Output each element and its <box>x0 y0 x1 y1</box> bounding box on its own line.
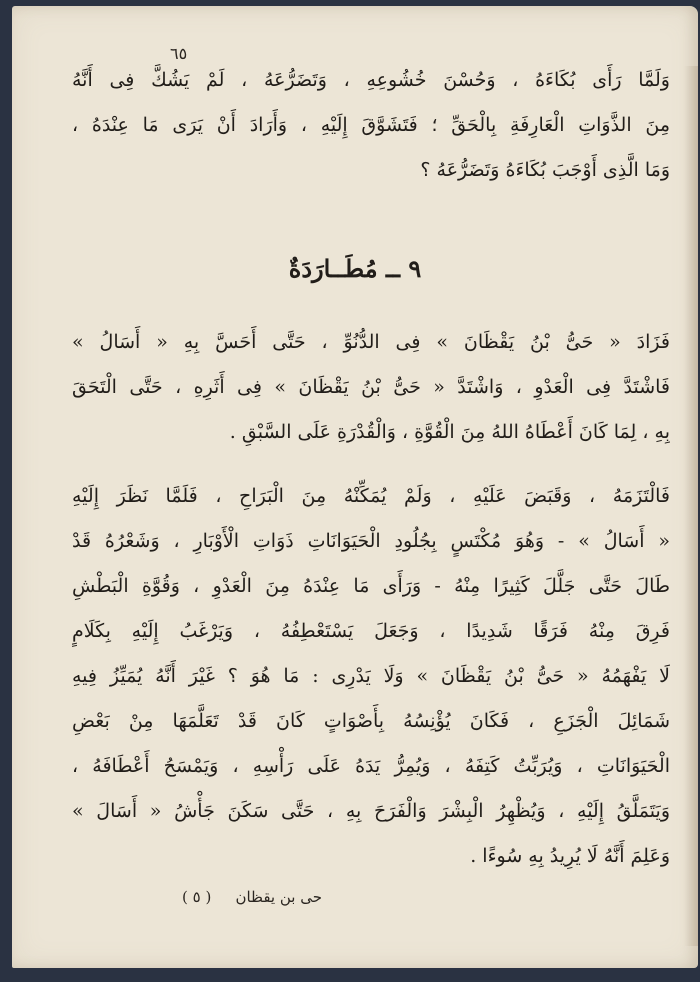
text-line: وَمَا الَّذِى أَوْجَبَ بُكَاءَهُ وَتَضَرُّعَهُ ؟ <box>420 159 670 181</box>
page-number: ٦٥ <box>170 44 188 63</box>
text-line: فَاشْتَدَّ فِى الْعَدْوِ ، وَاشْتَدَّ « حَىُّ بْنُ يَقْظَانَ » فِى أَثَرِهِ ، حَتَّى الْتَحَقَ <box>72 376 670 398</box>
text-line: وَلَمَّا رَأَى بُكَاءَهُ ، وَحُسْنَ خُشُوعِهِ ، وَتَضَرُّعَهُ ، لَمْ يَشُكَّ فِى أَنَّهُ <box>72 69 670 91</box>
paragraph-1 <box>72 58 670 193</box>
text-line: بِهِ ، لِمَا كَانَ أَعْطَاهُ اللهُ مِنَ الْقُوَّةِ ، وَالْقُدْرَةِ عَلَى السَّبْقِ . <box>229 421 670 443</box>
text-line: طَالَ حَتَّى جَلَّلَ كَثِيرًا مِنْهُ - وَرَأَى مَا عِنْدَهُ مِنَ الْعَدْوِ ، وَقُوَّةِ الْبَطْشِ <box>72 575 670 597</box>
text-line: مِنَ الذَّوَاتِ الْعَارِفَةِ بِالْحَقِّ ؛ فَتَشَوَّقَ إِلَيْهِ ، وَأَرَادَ أَنْ يَرَى مَا عِنْدَهُ ، <box>72 114 670 136</box>
text-line: فَرِقَ مِنْهُ فَرَقًا شَدِيدًا ، وَجَعَلَ يَسْتَعْطِفُهُ ، وَيَرْغَبُ إِلَيْهِ بِكَلَامٍ <box>72 620 670 642</box>
text-line: فَزَادَ « حَىُّ بْنُ يَقْظَانَ » فِى الدُّنُوِّ ، حَتَّى أَحَسَّ بِهِ « أَسَالُ » <box>72 331 670 353</box>
section-heading: ٩ ــ مُطَــارَدَةٌ <box>288 254 422 283</box>
text-line: « أَسَالُ » - وَهُوَ مُكْتَسٍ بِجُلُودِ الْحَيَوَانَاتِ ذَوَاتِ الْأَوْبَارِ ، وَشَعْرُهُ قَدْ <box>72 530 670 552</box>
paragraph-3 <box>72 474 670 879</box>
book-page <box>12 6 698 968</box>
text-line: وَعَلِمَ أَنَّهُ لَا يُرِيدُ بِهِ سُوءًا . <box>470 845 670 867</box>
footer-signature: ( ٥ ) <box>182 888 212 906</box>
text-line: الْحَيَوَانَاتِ ، وَيُرَبِّتُ كَتِفَهُ ، وَيُمِرُّ يَدَهُ عَلَى رَأْسِهِ ، وَيَمْسَحُ أَعْطَافَهُ ، <box>72 755 670 777</box>
text-line: لَا يَفْهَمُهُ « حَىُّ بْنُ يَقْظَانَ » وَلَا يَدْرِى : مَا هُوَ ؟ غَيْرَ أَنَّهُ يُمَيِّزُ فِيهِ <box>72 665 670 687</box>
paragraph-2 <box>72 320 670 455</box>
text-line: وَيَتَمَلَّقُ إِلَيْهِ ، وَيُظْهِرُ الْبِشْرَ وَالْفَرَحَ بِهِ ، حَتَّى سَكَنَ جَأْشُ « أَسَالَ » <box>72 800 670 822</box>
text-line: فَالْتَزَمَهُ ، وَقَبَضَ عَلَيْهِ ، وَلَمْ يُمَكِّنْهُ مِنَ الْبَرَاحِ ، فَلَمَّا نَظَرَ إِلَيْهِ <box>72 485 670 507</box>
page-footer <box>182 888 322 906</box>
page-edge-shadow <box>684 66 698 946</box>
footer-book-title: حى بن يقظان <box>235 888 322 906</box>
text-line: شَمَائِلَ الْجَزَعِ ، فَكَانَ يُؤْنِسُهُ بِأَصْوَاتٍ كَانَ قَدْ تَعَلَّمَهَا مِنْ بَعْضِ <box>72 710 670 732</box>
